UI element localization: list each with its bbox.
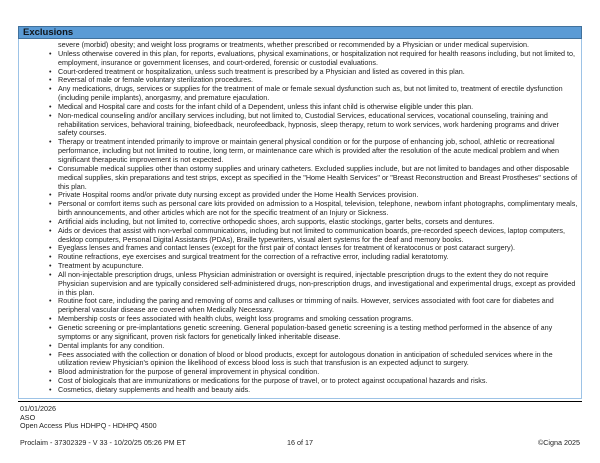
exclusions-list	[48, 50, 578, 395]
exclusion-item: • Consumable medical supplies other than ostomy supplies and urinary catheters. Excluded supplies include, but are not limited to bandages and other disposable medical supplies, skin preparations and test strips, except as specified in the "Home Health Services" or "Breast Reconstruction and Breast Prostheses" sections of this plan.	[48, 165, 578, 192]
exclusions-body	[18, 39, 582, 399]
page-indicator: 16 of 17	[287, 438, 313, 447]
copyright-notice: ©Cigna 2025	[537, 438, 580, 447]
footer-divider	[18, 401, 582, 402]
exclusion-item: • Dental implants for any condition.	[48, 342, 578, 351]
exclusion-item: • Routine foot care, including the paring and removing of corns and calluses or trimming of nails. However, services associated with foot care for diabetes and peripheral vascular disease are covered when Medically Necessary.	[48, 297, 578, 315]
exclusion-item: • Private Hospital rooms and/or private duty nursing except as provided under the Home Health Services provision.	[48, 191, 578, 200]
intro-continuation-text: severe (morbid) obesity; and weight loss programs or treatments, whether prescribed or recommended by a Physician or under medical supervision.	[58, 40, 529, 49]
plan-name: Open Access Plus HDHPQ - HDHPQ 4500	[20, 421, 157, 431]
document-reference: Proclaim - 37302329 - V 33 - 10/20/25 05:26 PM ET	[20, 438, 186, 447]
exclusion-item: • Non-medical counseling and/or ancillary services including, but not limited to, Custodial Services, educational services, vocational counseling, training and rehabilitation services, behavioral training, biofeedback, neurofeedback, hypnosis, sleep therapy, return to work services, work hardening programs and driver safety courses.	[48, 112, 578, 139]
footer-meta	[20, 405, 157, 431]
exclusion-item: • Treatment by acupuncture.	[48, 262, 578, 271]
exclusion-item: • Any medications, drugs, services or supplies for the treatment of male or female sexual dysfunction such as, but not limited to, treatment of erectile dysfunction (including penile implants), anorgasmy, and premature ejaculation.	[48, 85, 578, 103]
exclusion-item: • All non-injectable prescription drugs, unless Physician administration or oversight is required, injectable prescription drugs to the extent they do not require Physician supervision and are typically considered self-administered drugs, non-prescription drugs, and investigational and experimental drugs, except as provided in this plan.	[48, 271, 578, 298]
exclusion-item: • Fees associated with the collection or donation of blood or blood products, except for autologous donation in anticipation of scheduled services where in the utilization review Physician's opinion the likelihood of excess blood loss is such that transfusion is an expected adjunct to surgery.	[48, 351, 578, 369]
exclusion-item: • Aids or devices that assist with non-verbal communications, including but not limited to communication boards, pre-recorded speech devices, laptop computers, desktop computers, Personal Digital Assistants (PDAs), Braille typewriters, visual alert systems for the deaf and memory books.	[48, 227, 578, 245]
exclusion-item: • Unless otherwise covered in this plan, for reports, evaluations, physical examinations, or hospitalization not required for health reasons including, but not limited to, employment, insurance or government licenses, and court-ordered, forensic or custodial evaluations.	[48, 50, 578, 68]
exclusion-item: • Membership costs or fees associated with health clubs, weight loss programs and smoking cessation programs.	[48, 315, 578, 324]
exclusion-item: • Court-ordered treatment or hospitalization, unless such treatment is prescribed by a Physician and listed as covered in this plan.	[48, 68, 578, 77]
exclusion-item: • Cost of biologicals that are immunizations or medications for the purpose of travel, or to protect against occupational hazards and risks.	[48, 377, 578, 386]
exclusion-item: • Eyeglass lenses and frames and contact lenses (except for the first pair of contact lenses for treatment of keratoconus or post cataract surgery).	[48, 244, 578, 253]
exclusion-item: • Reversal of male or female voluntary sterilization procedures.	[48, 76, 578, 85]
section-title: Exclusions	[18, 26, 582, 39]
exclusion-item: • Artificial aids including, but not limited to, corrective orthopedic shoes, arch supports, elastic stockings, garter belts, corsets and dentures.	[48, 218, 578, 227]
exclusion-item: • Blood administration for the purpose of general improvement in physical condition.	[48, 368, 578, 377]
exclusion-item: • Therapy or treatment intended primarily to improve or maintain general physical condition or for the purpose of enhancing job, school, athletic or recreational performance, including but not limited to routine, long term, or maintenance care which is provided after the resolution of the acute medical problem and when significant therapeutic improvement is not expected.	[48, 138, 578, 165]
exclusion-item: • Genetic screening or pre-implantations genetic screening. General population-based genetic screening is a testing method performed in the absence of any symptoms or any significant, proven risk factors for genetically linked inheritable disease.	[48, 324, 578, 342]
exclusion-item: • Cosmetics, dietary supplements and health and beauty aids.	[48, 386, 578, 395]
effective-date: 01/01/2026	[20, 404, 56, 413]
exclusions-section	[18, 26, 582, 399]
exclusion-item: • Routine refractions, eye exercises and surgical treatment for the correction of a refractive error, including radial keratotomy.	[48, 253, 578, 262]
footer-row	[18, 438, 582, 448]
exclusion-item: • Medical and Hospital care and costs for the infant child of a Dependent, unless this infant child is otherwise eligible under this plan.	[48, 103, 578, 112]
funding-type: ASO	[20, 412, 36, 422]
exclusion-item: • Personal or comfort items such as personal care kits provided on admission to a Hospital, television, telephone, newborn infant photographs, complimentary meals, birth announcements, and other articles which are not for the specific treatment of an Injury or Sickness.	[48, 200, 578, 218]
